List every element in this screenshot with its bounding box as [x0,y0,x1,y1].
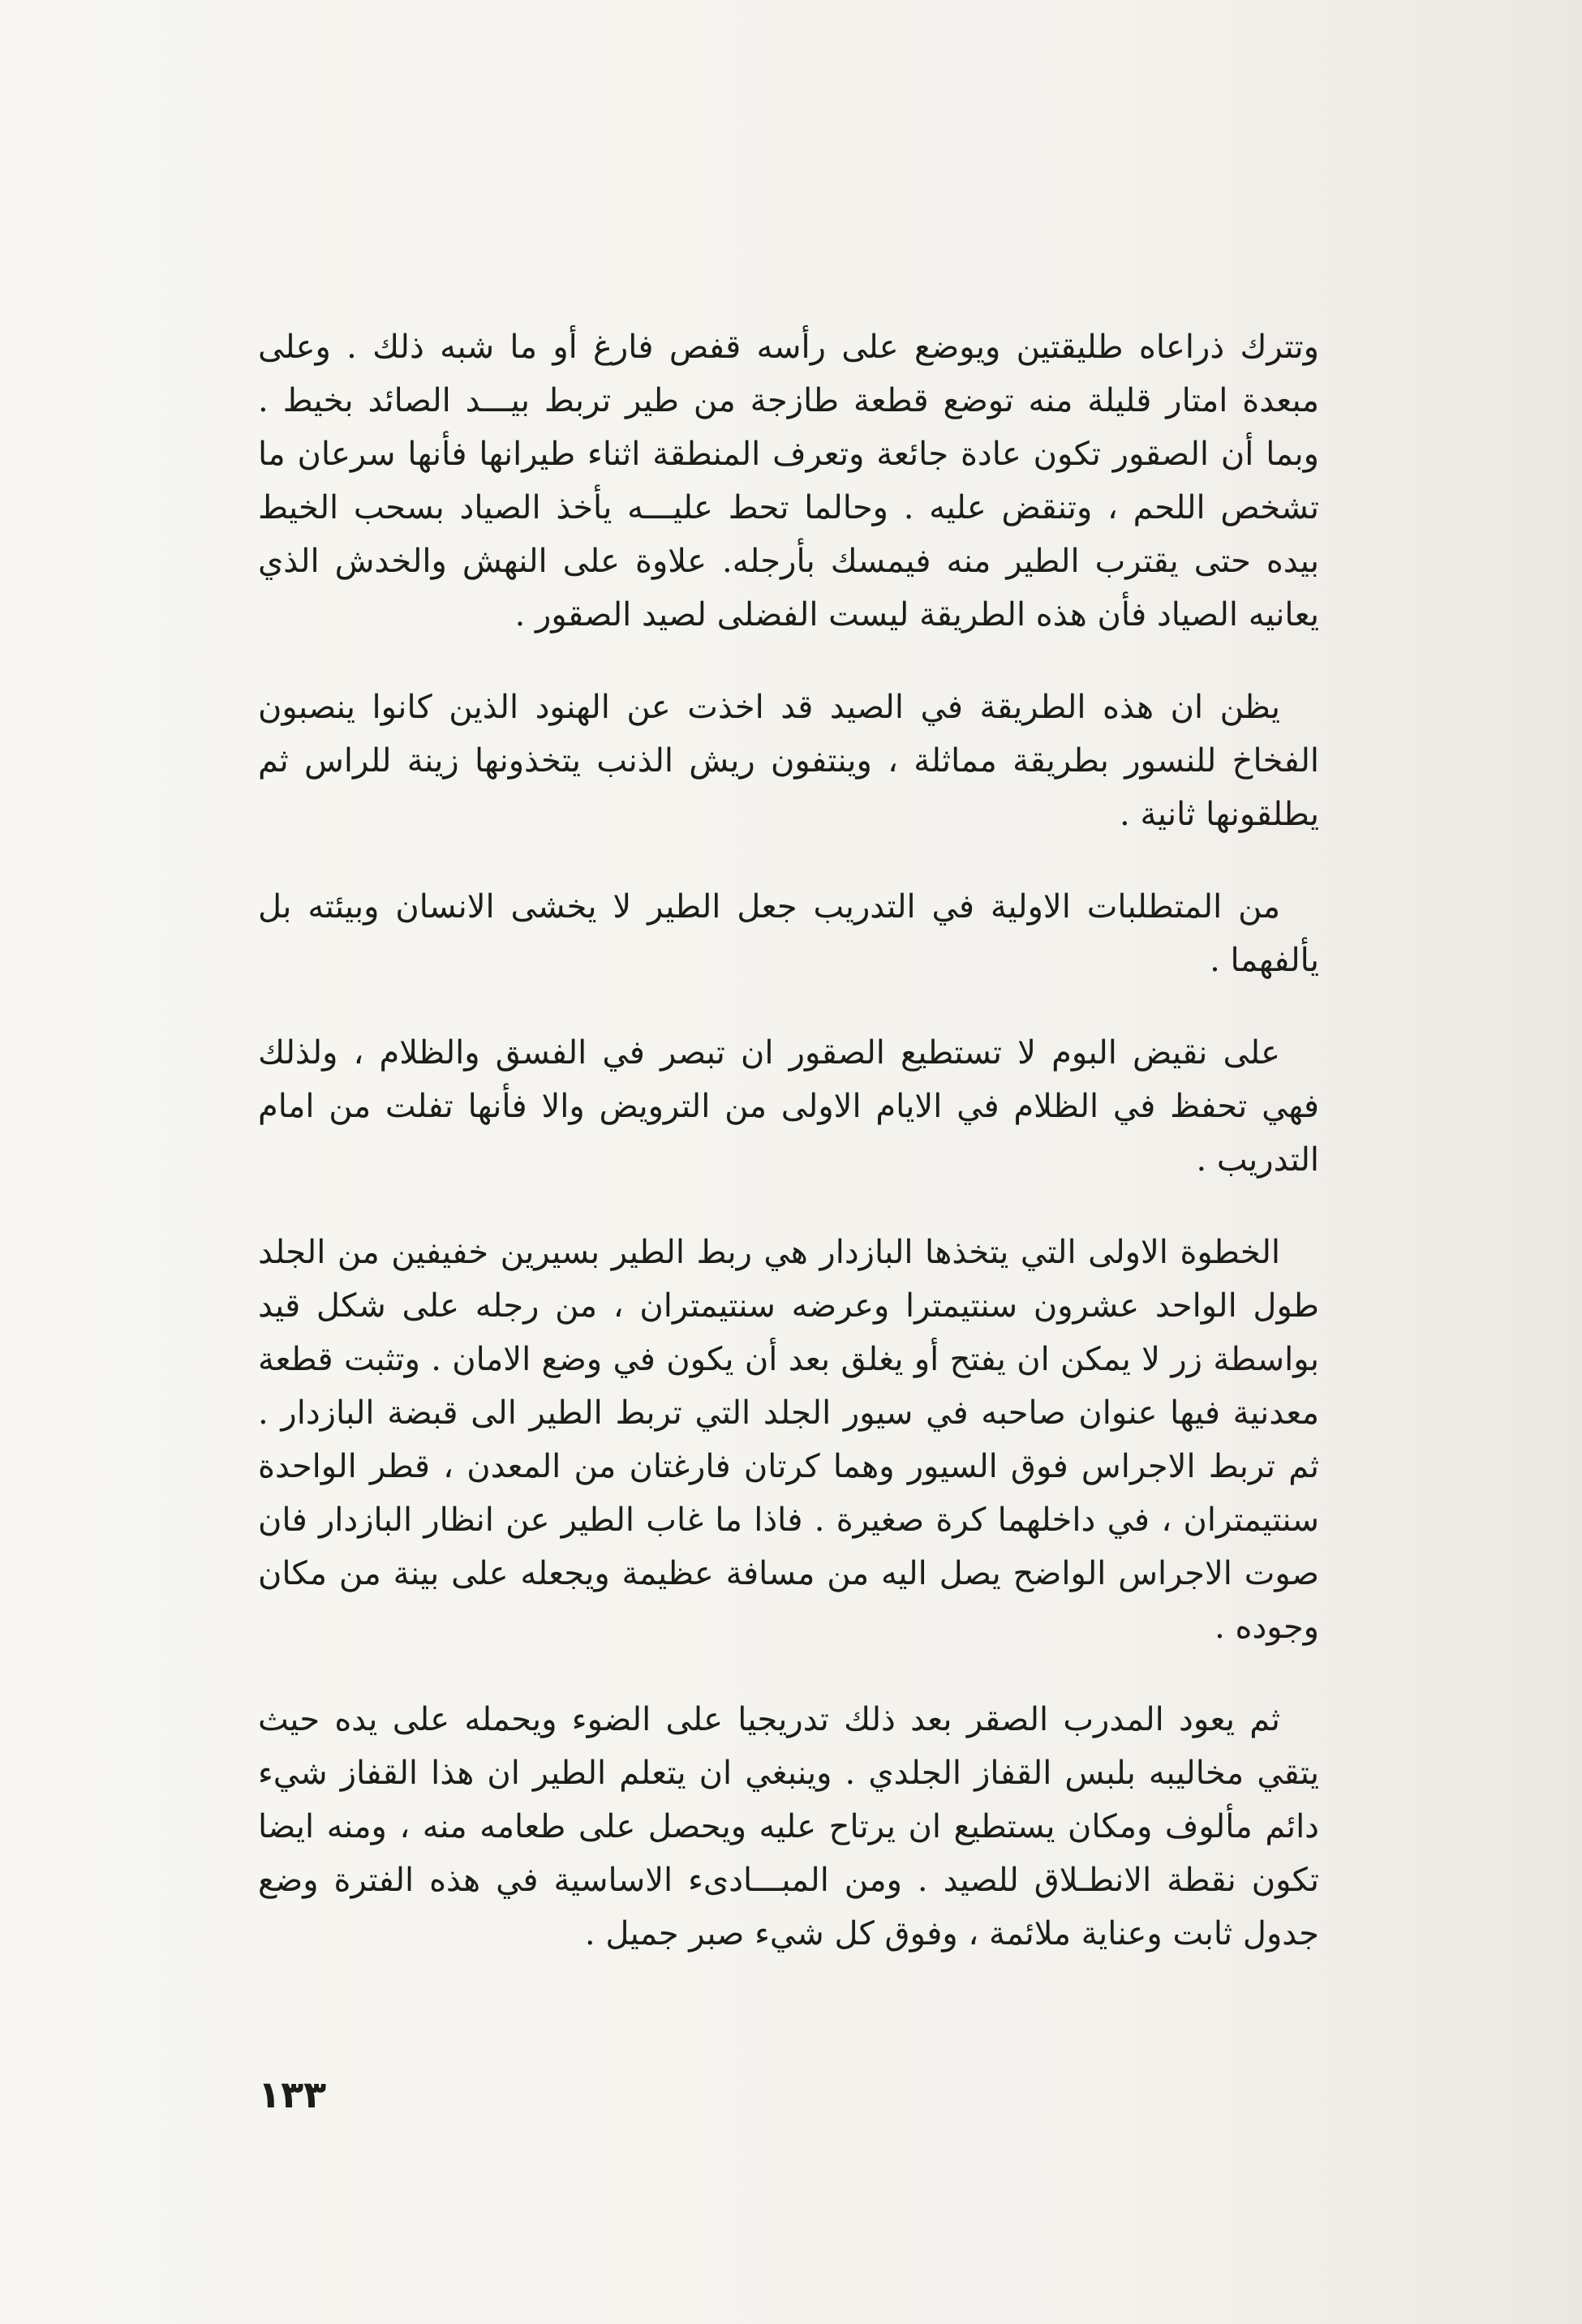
page-number: ١٣٣ [258,2073,327,2116]
paragraph-2: يظن ان هذه الطريقة في الصيد قد اخذت عن الهنود الذين كانوا ينصبون الفخاخ للنسور بطريقة مماثلة ، وينتفون ريش الذنب يتخذونها زينة للراس ثم يطلقونها ثانية . [258,689,1319,833]
paragraph-5: الخطوة الاولى التي يتخذها البازدار هي ربط الطير بسيرين خفيفين من الجلد طول الواحد عشرون سنتيمترا وعرضه سنتيمتران ، من رجله على شكل قيد بواسطة زر لا يمكن ان يفتح أو يغلق بعد أن يكون في وضع الامان . وتثبت قطعة معدنية فيها عنوان صاحبه في سيور الجلد التي تربط الطير الى قبضة البازدار . ثم تربط الاجراس فوق السيور وهما كرتان فارغتان من المعدن ، قطر الواحدة سنتيمتران ، في داخلهما كرة صغيرة . فاذا ما غاب الطير عن انظار البازدار فان صوت الاجراس الواضح يصل اليه من مسافة عظيمة ويجعله على بينة من مكان وجوده . [258,1234,1319,1646]
paragraph-3: من المتطلبات الاولية في التدريب جعل الطير لا يخشى الانسان وبيئته بل يألفهما . [258,888,1319,979]
paragraph-6: ثم يعود المدرب الصقر بعد ذلك تدريجيا على الضوء ويحمله على يده حيث يتقي مخاليبه بلبس القفاز الجلدي . وينبغي ان يتعلم الطير ان هذا القفاز شيء دائم مألوف ومكان يستطيع ان يرتاح عليه ويحصل على طعامه منه ، ومنه ايضا تكون نقطة الانطـلاق للصيد . ومن المبـــادىء الاساسية في هذه الفترة وضع جدول ثابت وعناية ملائمة ، وفوق كل شيء صبر جميل . [258,1701,1319,1952]
paragraph-1: وتترك ذراعاه طليقتين ويوضع على رأسه قفص فارغ أو ما شبه ذلك . وعلى مبعدة امتار قليلة منه توضع قطعة طازجة من طير تربط بيـــد الصائد بخيط . وبما أن الصقور تكون عادة جائعة وتعرف المنطقة اثناء طيرانها فأنها سرعان ما تشخص اللحم ، وتنقض عليه . وحالما تحط عليـــه يأخذ الصياد بسحب الخيط بيده حتى يقترب الطير منه فيمسك بأرجله. علاوة على النهش والخدش الذي يعانيه الصياد فأن هذه الطريقة ليست الفضلى لصيد الصقور . [258,329,1319,634]
paragraph-4: على نقيض البوم لا تستطيع الصقور ان تبصر في الفسق والظلام ، ولذلك فهي تحفظ في الظلام في الايام الاولى من الترويض والا فأنها تفلت من امام التدريب . [258,1034,1319,1179]
body-text [258,320,1319,1961]
